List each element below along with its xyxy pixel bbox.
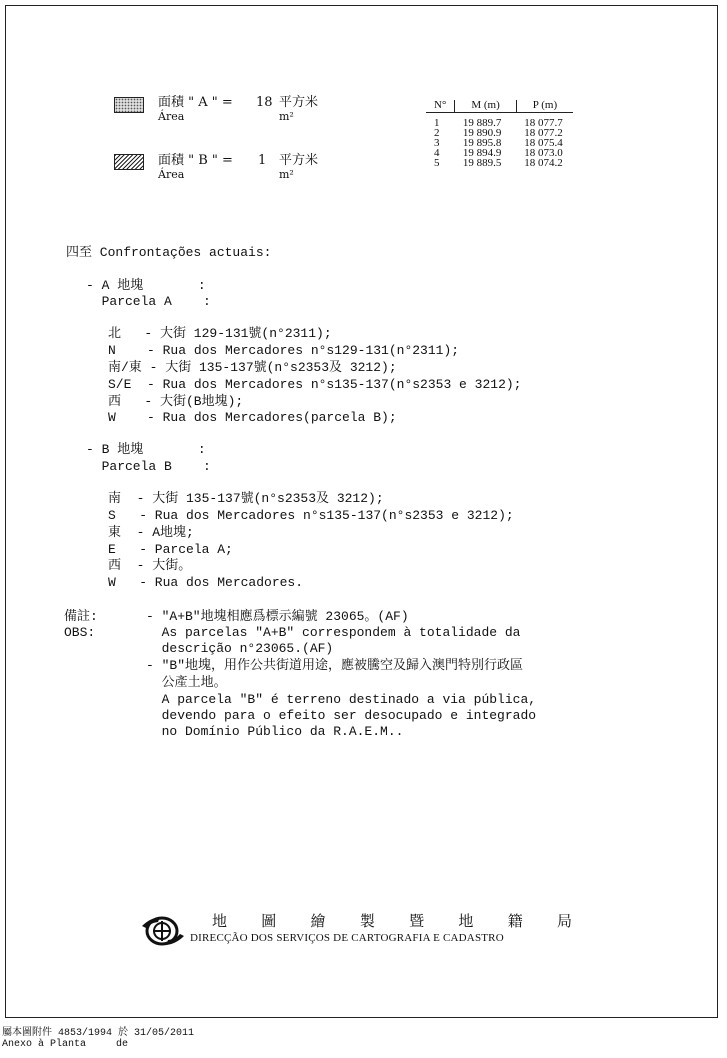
coords-cell: 19 890.9 [462, 127, 502, 139]
footer-char: 暨 [409, 912, 425, 930]
area-a-unit-cn: 平方米 [279, 95, 319, 110]
area-a-value: 18 [256, 95, 273, 110]
coords-header-p: P (m) [516, 100, 573, 113]
coords-cell: 18 075.4 [524, 137, 563, 149]
coords-cell: 2 [434, 127, 440, 139]
department-name-cn [212, 910, 572, 931]
parcel-b-line: E - Parcela A; [108, 542, 233, 557]
area-b-swatch [114, 154, 144, 170]
parcel-a-line: N - Rua dos Mercadores n°s129-131(n°2311); [108, 343, 460, 358]
coords-cell: 18 074.2 [524, 157, 563, 169]
table-row [426, 113, 573, 129]
footer-char: 製 [359, 912, 375, 930]
coords-cell: 3 [434, 137, 440, 149]
parcel-b-line: S - Rua dos Mercadores n°s135-137(n°s2353 e 3212); [108, 508, 514, 523]
area-a-swatch [114, 97, 144, 113]
coords-cell: 19 889.5 [462, 157, 502, 169]
parcel-b-line: 南 - 大街 135-137號(n°s2353及 3212); [108, 491, 384, 506]
coords-header-m: M (m) [455, 100, 516, 113]
obs-line: 公產土地。 [146, 675, 227, 690]
area-b-unit-cn: 平方米 [279, 153, 319, 168]
coords-cell: 5 [434, 157, 440, 169]
annex-note [2, 1028, 194, 1050]
obs-line: - "B"地塊，用作公共街道用途，應被騰空及歸入澳門特別行政區 [146, 658, 524, 673]
parcel-b-title-pt: Parcela B : [86, 459, 211, 474]
annex-note-line1: 屬本圖附件 4853/1994 於 31/05/2011 [2, 1028, 195, 1039]
parcel-a-line: 西 - 大街(B地塊); [108, 394, 244, 409]
area-a-label-pt: Área [158, 110, 185, 123]
area-b-unit-pt: m² [279, 168, 294, 181]
footer-char: 地 [458, 912, 474, 930]
parcel-b-line: W - Rua dos Mercadores. [108, 575, 304, 590]
coords-cell: 18 077.7 [524, 117, 563, 129]
coords-cell: 4 [434, 147, 440, 159]
obs-line: no Domínio Público da R.A.E.M.. [146, 724, 404, 739]
obs-line: devendo para o efeito ser desocupado e integrado [146, 708, 537, 723]
footer-char: 繪 [310, 912, 326, 930]
area-a-unit-pt: m² [279, 110, 294, 123]
parcel-a-title-pt: Parcela A : [86, 294, 211, 309]
parcel-a-line: S/E - Rua dos Mercadores n°s135-137(n°s2353 e 3212); [108, 377, 522, 392]
obs-line: - "A+B"地塊相應爲標示編號 23065。(AF) [146, 609, 409, 624]
area-b-label-pt: Área [158, 168, 185, 181]
coords-cell: 19 889.7 [462, 117, 502, 129]
parcel-b-line: 東 - A地塊; [108, 525, 194, 540]
table-row [426, 158, 573, 168]
obs-label-pt: OBS: [64, 625, 96, 640]
parcel-a-title-cn: - A 地塊 : [86, 278, 206, 293]
parcel-b-title-cn: - B 地塊 : [86, 442, 206, 457]
coordinates-table [426, 100, 573, 168]
parcel-a-line: W - Rua dos Mercadores(parcela B); [108, 410, 397, 425]
coords-cell: 19 895.8 [462, 137, 502, 149]
obs-line: A parcela "B" é terreno destinado a via pública, [146, 692, 537, 707]
area-b-label-cn: 面積 " B " = [158, 153, 233, 168]
parcel-a-line: 北 - 大街 129-131號(n°2311); [108, 326, 332, 341]
footer-char: 局 [556, 912, 572, 930]
footer-char: 圖 [261, 912, 277, 930]
footer-char: 籍 [507, 912, 523, 930]
coords-cell: 18 073.0 [524, 147, 563, 159]
parcel-b-line: 西 - 大街。 [108, 558, 192, 573]
confrontacoes-heading: 四至 Confrontações actuais: [66, 245, 272, 260]
footer-char: 地 [212, 912, 228, 930]
annex-note-line2: Anexo à Planta de [2, 1039, 129, 1050]
area-a-label-cn: 面積 " A " = [158, 95, 233, 110]
coords-cell: 18 077.2 [524, 127, 563, 139]
obs-line: As parcelas "A+B" correspondem à totalidade da [146, 625, 521, 640]
coords-cell: 1 [434, 117, 440, 129]
coords-cell: 19 894.9 [462, 147, 502, 159]
obs-label-cn: 備註: [64, 609, 98, 624]
coords-header-n: N° [426, 100, 455, 113]
department-name-pt: DIRECÇÃO DOS SERVIÇOS DE CARTOGRAFIA E CADASTRO [190, 932, 504, 944]
dscc-logo-icon [140, 914, 186, 948]
area-b-value: 1 [258, 153, 267, 168]
obs-line: descrição n°23065.(AF) [146, 641, 334, 656]
parcel-a-line: 南/東 - 大街 135-137號(n°s2353及 3212); [108, 360, 397, 375]
